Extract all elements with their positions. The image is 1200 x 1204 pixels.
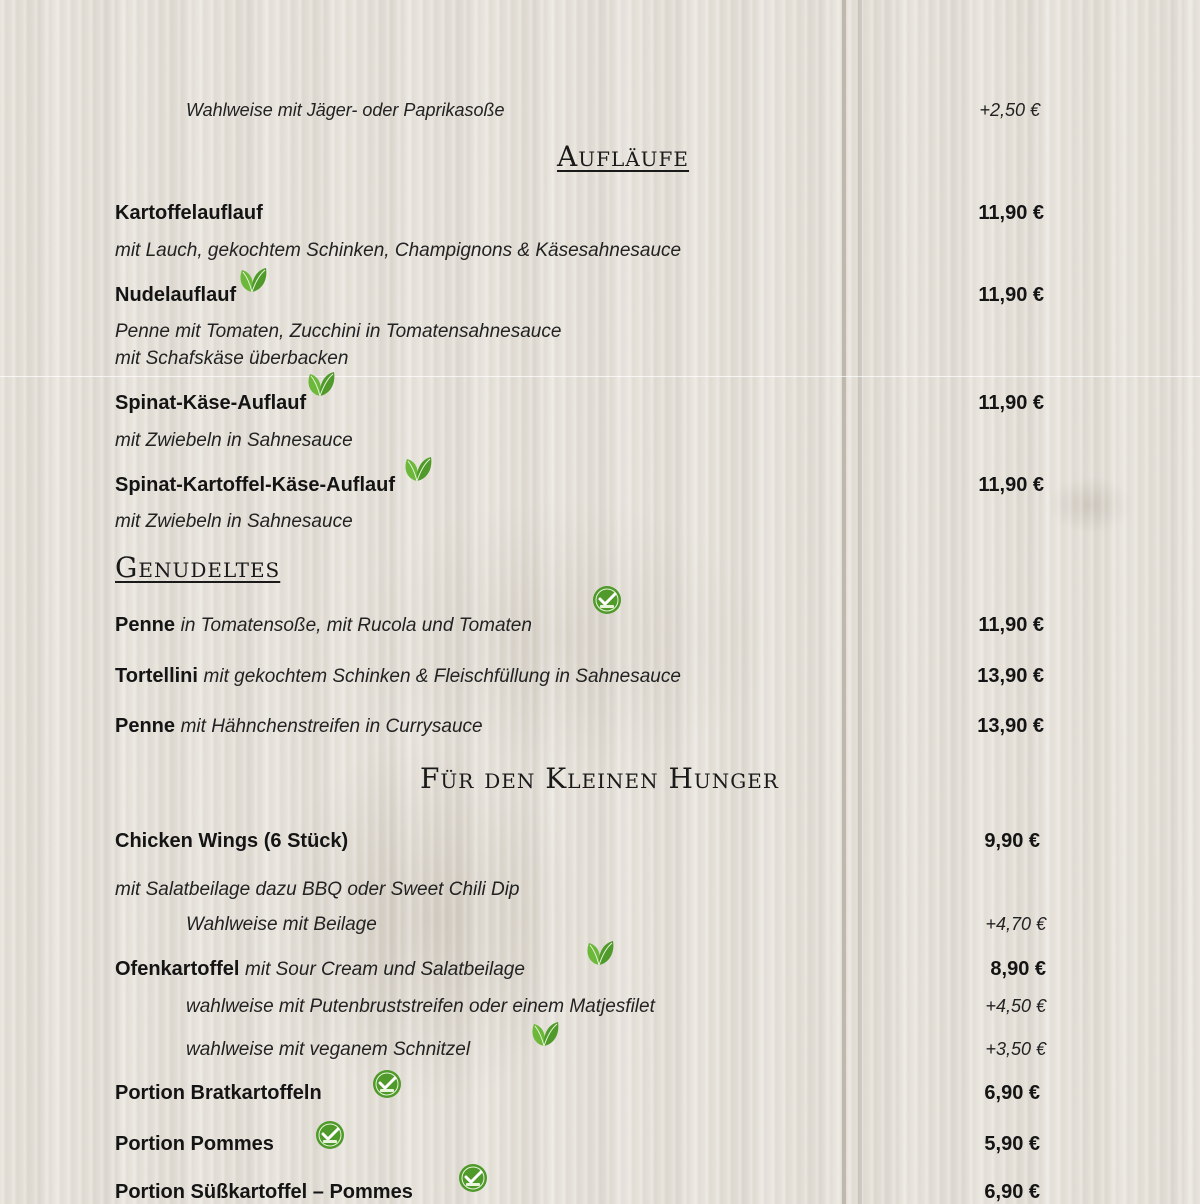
top-note-price: +2,50 € xyxy=(979,100,1040,120)
item-name-spinat-kaese-auflauf: Spinat-Käse-Auflauf xyxy=(115,392,307,414)
divider-line xyxy=(0,376,1200,377)
item-price-chicken-wings: 9,90 € xyxy=(984,830,1040,852)
leaf-icon xyxy=(530,1018,562,1048)
item-desc: mit gekochtem Schinken & Fleischfüllung in Sahnesauce xyxy=(203,666,681,687)
leaf-icon xyxy=(585,937,617,967)
item-price-penne-curry: 13,90 € xyxy=(977,715,1044,737)
item-price-spinat-kartoffel-kaese-auflauf: 11,90 € xyxy=(978,474,1044,496)
item-name: Penne xyxy=(115,614,176,636)
item-price-bratkartoffeln: 6,90 € xyxy=(984,1082,1040,1104)
vegan-badge-icon xyxy=(315,1120,345,1150)
item-desc-spinat-kaese-auflauf: mit Zwiebeln in Sahnesauce xyxy=(115,430,353,451)
heading-auflaeufe: Aufläufe xyxy=(557,140,690,173)
item-desc-chicken-wings: mit Salatbeilage dazu BBQ oder Sweet Chili Dip xyxy=(115,879,520,900)
heading-kleiner-hunger: Für den Kleinen Hunger xyxy=(420,762,779,795)
item-desc-kartoffelauflauf: mit Lauch, gekochtem Schinken, Champignons & Käsesahnesauce xyxy=(115,240,682,261)
option-price-chicken-wings: +4,70 € xyxy=(985,914,1046,934)
item-desc: in Tomatensoße, mit Rucola und Tomaten xyxy=(180,615,532,636)
item-name-chicken-wings: Chicken Wings (6 Stück) xyxy=(115,830,349,852)
item-desc-nudelauflauf-2: mit Schafskäse überbacken xyxy=(115,348,349,369)
item-name-suesskartoffel-pommes: Portion Süßkartoffel – Pommes xyxy=(115,1181,413,1203)
item-price-penne-tomaten: 11,90 € xyxy=(978,614,1044,636)
option-price-ofenkartoffel-1: +4,50 € xyxy=(985,996,1046,1016)
item-ofenkartoffel xyxy=(115,958,525,981)
option-ofenkartoffel-2: wahlweise mit veganem Schnitzel xyxy=(186,1039,471,1060)
item-price-ofenkartoffel: 8,90 € xyxy=(990,958,1046,980)
heading-genudeltes: Genudeltes xyxy=(115,551,281,584)
item-price-kartoffelauflauf: 11,90 € xyxy=(978,202,1044,224)
leaf-icon xyxy=(306,368,338,398)
item-name-pommes: Portion Pommes xyxy=(115,1133,274,1155)
item-price-spinat-kaese-auflauf: 11,90 € xyxy=(978,392,1044,414)
leaf-icon xyxy=(403,453,435,483)
top-note-text: Wahlweise mit Jäger- oder Paprikasoße xyxy=(186,100,505,120)
vegan-badge-icon xyxy=(372,1069,402,1099)
leaf-icon xyxy=(238,264,270,294)
item-price-pommes: 5,90 € xyxy=(984,1133,1040,1155)
item-desc-spinat-kartoffel-kaese-auflauf: mit Zwiebeln in Sahnesauce xyxy=(115,511,353,532)
item-penne-tomaten xyxy=(115,614,532,637)
vegan-badge-icon xyxy=(458,1163,488,1193)
option-chicken-wings: Wahlweise mit Beilage xyxy=(186,914,377,935)
item-desc-nudelauflauf-1: Penne mit Tomaten, Zucchini in Tomatensahnesauce xyxy=(115,321,562,342)
item-desc: mit Sour Cream und Salatbeilage xyxy=(245,959,525,980)
vegan-badge-icon xyxy=(592,585,622,615)
item-name: Penne xyxy=(115,715,176,737)
item-price-tortellini: 13,90 € xyxy=(977,665,1044,687)
option-price-ofenkartoffel-2: +3,50 € xyxy=(985,1039,1046,1059)
item-name-bratkartoffeln: Portion Bratkartoffeln xyxy=(115,1082,322,1104)
item-name-kartoffelauflauf: Kartoffelauflauf xyxy=(115,202,263,224)
item-price-suesskartoffel-pommes: 6,90 € xyxy=(984,1181,1040,1203)
item-name: Tortellini xyxy=(115,665,198,687)
item-name: Ofenkartoffel xyxy=(115,958,240,980)
item-name-nudelauflauf: Nudelauflauf xyxy=(115,284,237,306)
option-ofenkartoffel-1: wahlweise mit Putenbruststreifen oder einem Matjesfilet xyxy=(186,996,655,1017)
item-tortellini xyxy=(115,665,681,688)
item-penne-curry xyxy=(115,715,483,738)
item-name-spinat-kartoffel-kaese-auflauf: Spinat-Kartoffel-Käse-Auflauf xyxy=(115,474,396,496)
item-price-nudelauflauf: 11,90 € xyxy=(978,284,1044,306)
item-desc: mit Hähnchenstreifen in Currysauce xyxy=(180,716,483,737)
